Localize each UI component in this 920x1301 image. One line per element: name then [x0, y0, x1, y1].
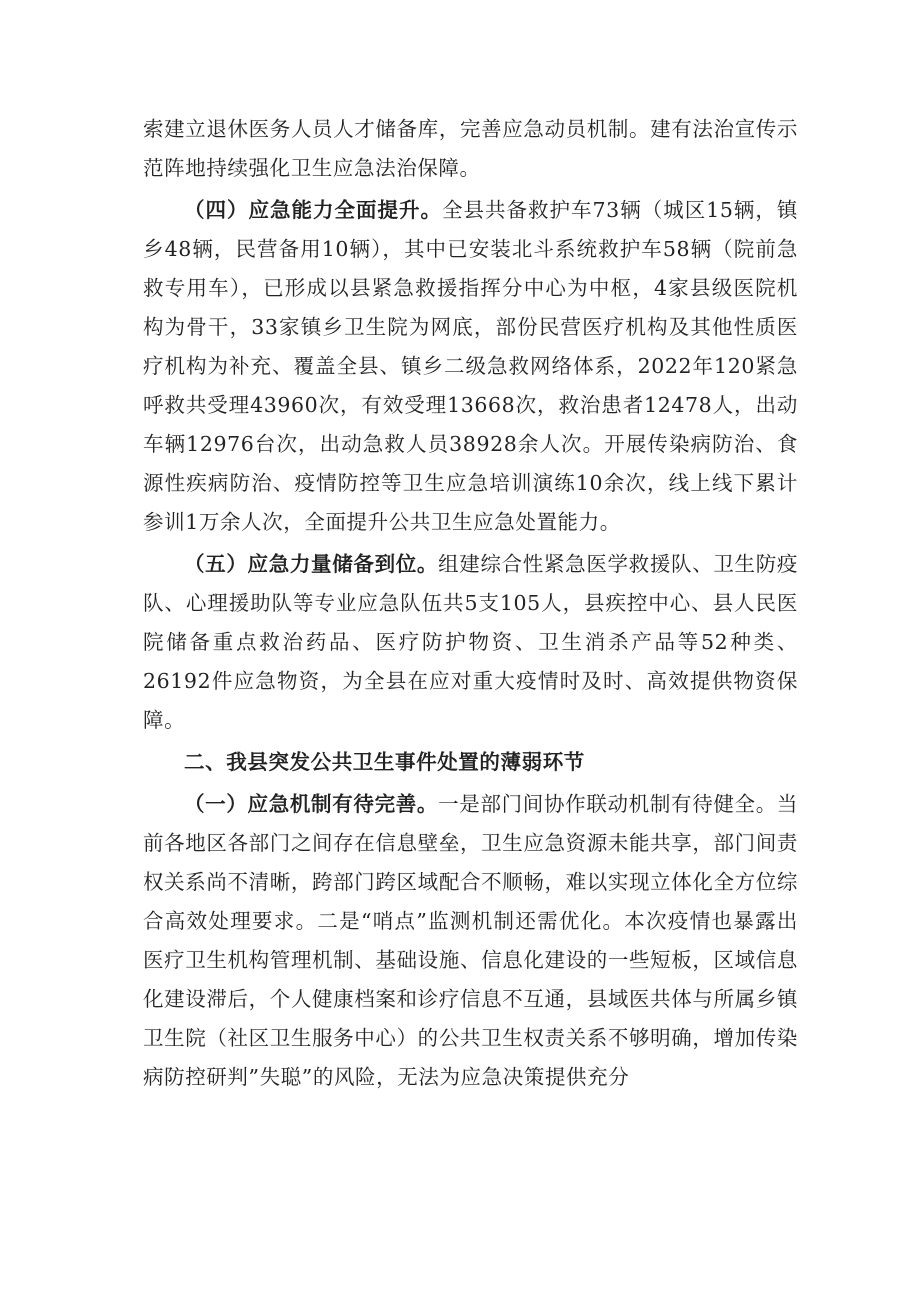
paragraph-lead: （五）应急力量储备到位。 [184, 552, 439, 576]
paragraph-text: 组建综合性紧急医学救援队、卫生防疫队、心理援助队等专业应急队伍共5支105人，县疾控中心、县人民医院储备重点救治药品、医疗防护物资、卫生消杀产品等52种类、26192件应急物资，为全县在应对重大疫情时及时、高效提供物资保障。 [143, 552, 799, 732]
document-body [143, 110, 798, 1100]
paragraph-emergency-mechanism [143, 785, 798, 1097]
paragraph-text: 全县共备救护车73辆（城区15辆，镇乡48辆，民营备用10辆），其中已安装北斗系统救护车58辆（院前急救专用车），已形成以县紧急救援指挥分中心为中枢，4家县级医院机构为骨干，33家镇乡卫生院为网底，部份民营医疗机构及其他性质医疗机构为补充、覆盖全县、镇乡二级急救网络体系，2022年120紧急呼救共受理43960次，有效受理13668次，救治患者12478人，出动车辆12976台次，出动急救人员38928余人次。开展传染病防治、食源性疾病防治、疫情防控等卫生应急培训演练10余次，线上线下累计参训1万余人次，全面提升公共卫生应急处置能力。 [143, 198, 798, 534]
paragraph-continuation [143, 110, 798, 188]
paragraph-text: 索建立退休医务人员人才储备库，完善应急动员机制。建有法治宣传示范阵地持续强化卫生应急法治保障。 [143, 117, 798, 180]
paragraph-text: 一是部门间协作联动机制有待健全。当前各地区各部门之间存在信息壁垒，卫生应急资源未能共享，部门间责权关系尚不清晰，跨部门跨区域配合不顺畅，难以实现立体化全方位综合高效处理要求。二是“哨点”监测机制还需优化。本次疫情也暴露出医疗卫生机构管理机制、基础设施、信息化建设的一些短板，区域信息化建设滞后，个人健康档案和诊疗信息不互通，县域医共体与所属乡镇卫生院（社区卫生服务中心）的公共卫生权责关系不够明确，增加传染病防控研判”失聪”的风险，无法为应急决策提供充分 [143, 792, 799, 1089]
paragraph-emergency-capability [143, 191, 798, 542]
paragraph-lead: （四）应急能力全面提升。 [184, 198, 443, 222]
section-heading: 二、我县突发公共卫生事件处置的薄弱环节 [184, 750, 585, 774]
paragraph-lead: （一）应急机制有待完善。 [184, 792, 439, 816]
paragraph-emergency-reserve [143, 545, 798, 740]
